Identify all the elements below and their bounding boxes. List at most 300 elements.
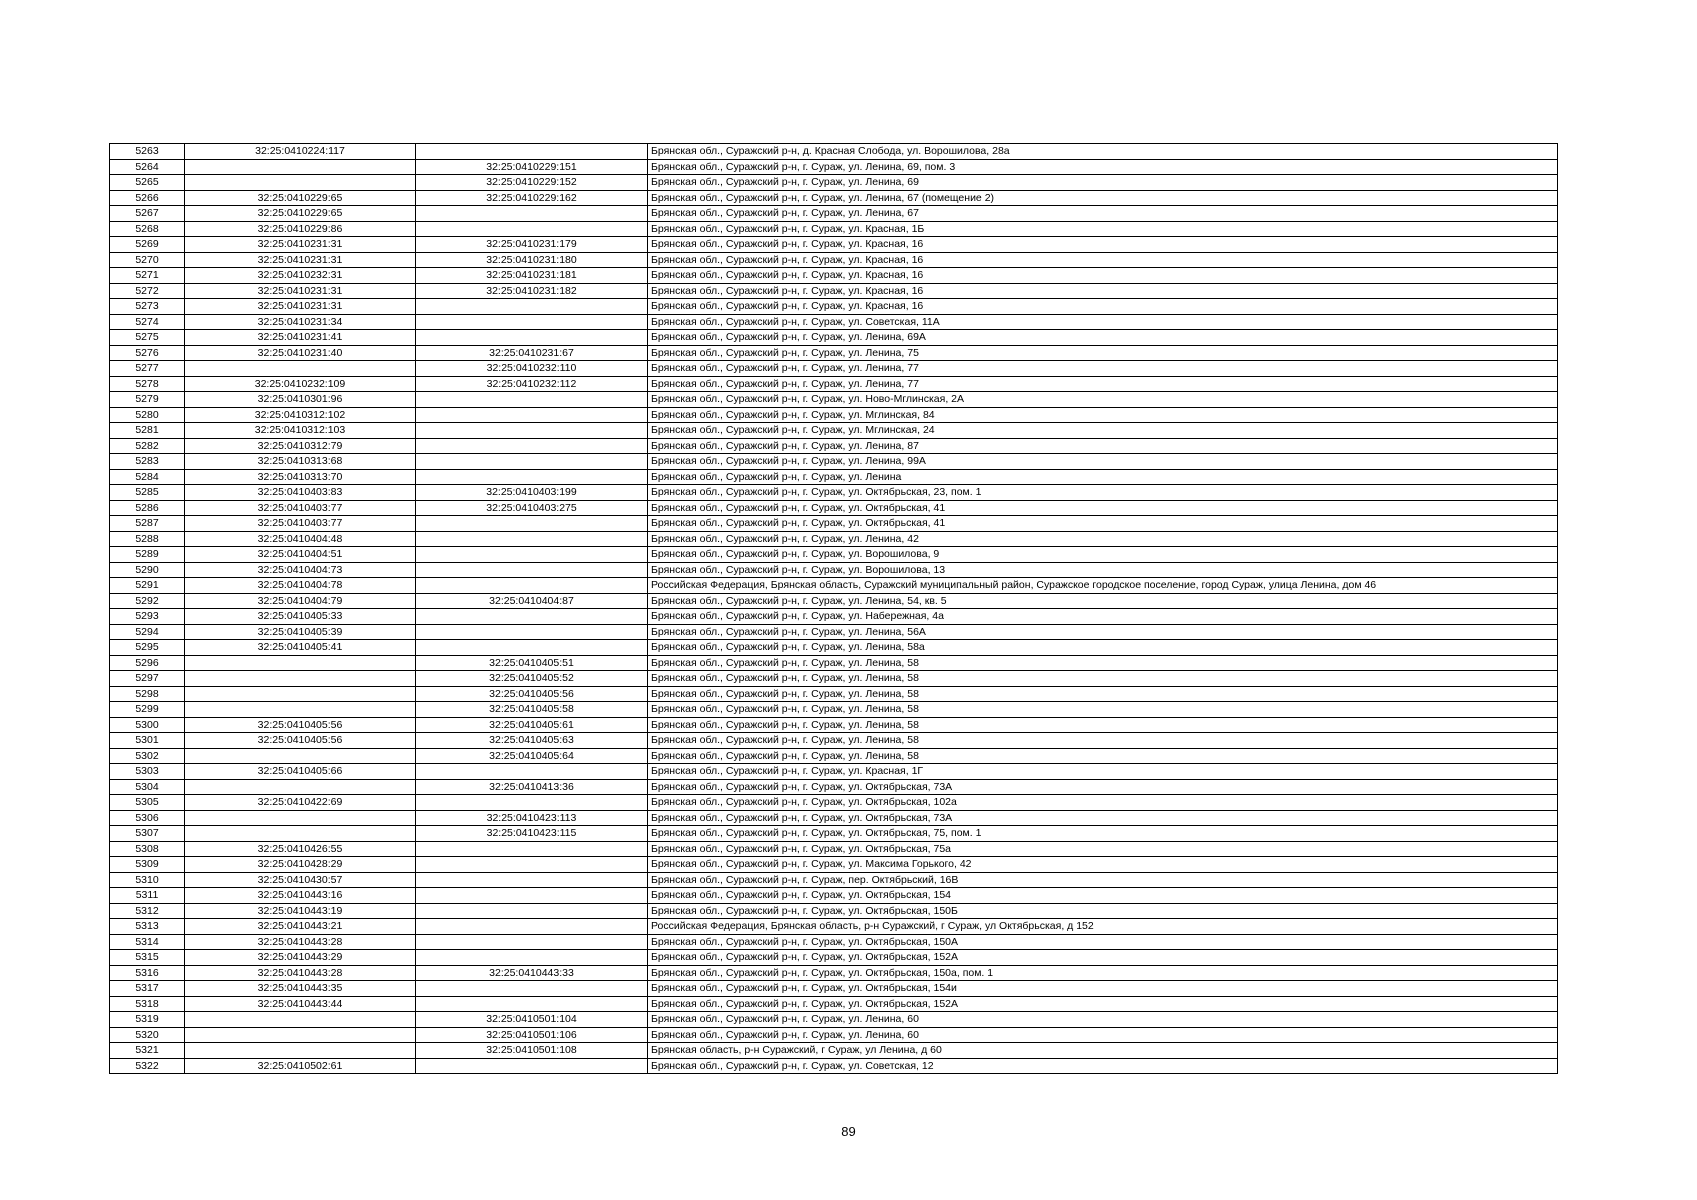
table-row [110,857,1558,873]
row-number-cell: 5274 [110,314,185,330]
row-number-cell: 5265 [110,175,185,191]
address-cell: Брянская обл., Суражский р-н, г. Сураж, ул. Ворошилова, 13 [648,562,1558,578]
address-cell: Брянская обл., Суражский р-н, г. Сураж, ул. Ленина, 58а [648,640,1558,656]
object-number-cell: 32:25:0410423:115 [416,826,648,842]
table-row [110,237,1558,253]
parcel-number-cell [185,686,416,702]
parcel-number-cell: 32:25:0410404:78 [185,578,416,594]
row-number-cell: 5269 [110,237,185,253]
table-row [110,764,1558,780]
object-number-cell [416,934,648,950]
address-cell: Брянская обл., Суражский р-н, г. Сураж, ул. Ленина, 69 [648,175,1558,191]
object-number-cell: 32:25:0410229:162 [416,190,648,206]
object-number-cell [416,624,648,640]
address-cell: Брянская обл., Суражский р-н, г. Сураж, ул. Красная, 1Г [648,764,1558,780]
address-cell: Брянская обл., Суражский р-н, г. Сураж, ул. Октябрьская, 73А [648,810,1558,826]
object-number-cell [416,206,648,222]
table-row [110,299,1558,315]
table-row [110,795,1558,811]
parcel-number-cell: 32:25:0410443:29 [185,950,416,966]
address-cell: Брянская обл., Суражский р-н, г. Сураж, ул. Ленина, 67 [648,206,1558,222]
row-number-cell: 5314 [110,934,185,950]
row-number-cell: 5267 [110,206,185,222]
parcel-number-cell: 32:25:0410231:31 [185,283,416,299]
object-number-cell [416,950,648,966]
address-cell: Брянская обл., Суражский р-н, г. Сураж, ул. Ленина, 67 (помещение 2) [648,190,1558,206]
parcel-number-cell: 32:25:0410405:66 [185,764,416,780]
address-cell: Брянская обл., Суражский р-н, г. Сураж, ул. Октябрьская, 152А [648,950,1558,966]
table-row [110,996,1558,1012]
row-number-cell: 5320 [110,1027,185,1043]
parcel-number-cell: 32:25:0410231:40 [185,345,416,361]
row-number-cell: 5263 [110,144,185,160]
address-cell: Брянская обл., Суражский р-н, г. Сураж, ул. Мглинская, 84 [648,407,1558,423]
object-number-cell: 32:25:0410501:104 [416,1012,648,1028]
object-number-cell [416,857,648,873]
object-number-cell [416,407,648,423]
row-number-cell: 5283 [110,454,185,470]
parcel-number-cell [185,1043,416,1059]
object-number-cell [416,469,648,485]
row-number-cell: 5272 [110,283,185,299]
address-cell: Брянская обл., Суражский р-н, г. Сураж, ул. Красная, 16 [648,283,1558,299]
parcel-number-cell: 32:25:0410443:28 [185,934,416,950]
address-cell: Брянская обл., Суражский р-н, г. Сураж, ул. Ленина, 69, пом. 3 [648,159,1558,175]
object-number-cell: 32:25:0410405:58 [416,702,648,718]
parcel-number-cell [185,175,416,191]
table-row [110,888,1558,904]
address-cell: Брянская обл., Суражский р-н, г. Сураж, ул. Ленина, 58 [648,717,1558,733]
address-cell: Брянская обл., Суражский р-н, г. Сураж, ул. Ленина, 58 [648,655,1558,671]
address-cell: Брянская область, р-н Суражский, г Сураж, ул Ленина, д 60 [648,1043,1558,1059]
parcel-number-cell [185,810,416,826]
object-number-cell [416,795,648,811]
table-body [110,144,1558,1074]
address-cell: Брянская обл., Суражский р-н, г. Сураж, ул. Октябрьская, 154 [648,888,1558,904]
address-cell: Брянская обл., Суражский р-н, г. Сураж, ул. Ленина, 56А [648,624,1558,640]
address-cell: Брянская обл., Суражский р-н, г. Сураж, ул. Ленина, 58 [648,671,1558,687]
table-row [110,159,1558,175]
parcel-number-cell: 32:25:0410232:31 [185,268,416,284]
row-number-cell: 5271 [110,268,185,284]
table-row [110,190,1558,206]
parcel-number-cell: 32:25:0410224:117 [185,144,416,160]
object-number-cell: 32:25:0410231:180 [416,252,648,268]
row-number-cell: 5287 [110,516,185,532]
parcel-number-cell [185,655,416,671]
object-number-cell: 32:25:0410231:182 [416,283,648,299]
row-number-cell: 5280 [110,407,185,423]
address-cell: Брянская обл., Суражский р-н, г. Сураж, ул. Ленина, 58 [648,748,1558,764]
table-row [110,841,1558,857]
object-number-cell: 32:25:0410231:179 [416,237,648,253]
table-row [110,655,1558,671]
parcel-number-cell: 32:25:0410443:28 [185,965,416,981]
parcel-number-cell: 32:25:0410231:41 [185,330,416,346]
parcel-number-cell: 32:25:0410404:51 [185,547,416,563]
parcel-number-cell [185,1012,416,1028]
address-cell: Брянская обл., Суражский р-н, г. Сураж, ул. Октябрьская, 73А [648,779,1558,795]
table-row [110,500,1558,516]
parcel-number-cell: 32:25:0410404:48 [185,531,416,547]
table-row [110,454,1558,470]
address-cell: Брянская обл., Суражский р-н, г. Сураж, ул. Октябрьская, 154и [648,981,1558,997]
parcel-number-cell [185,748,416,764]
address-cell: Российская Федерация, Брянская область, р-н Суражский, г Сураж, ул Октябрьская, д 152 [648,919,1558,935]
address-cell: Брянская обл., Суражский р-н, г. Сураж, ул. Октябрьская, 150а, пом. 1 [648,965,1558,981]
parcel-number-cell: 32:25:0410231:31 [185,299,416,315]
table-row [110,950,1558,966]
table-row [110,175,1558,191]
row-number-cell: 5288 [110,531,185,547]
row-number-cell: 5281 [110,423,185,439]
table-row [110,469,1558,485]
address-cell: Брянская обл., Суражский р-н, г. Сураж, ул. Красная, 16 [648,299,1558,315]
parcel-number-cell: 32:25:0410405:56 [185,733,416,749]
parcel-number-cell: 32:25:0410405:41 [185,640,416,656]
table-row [110,268,1558,284]
parcel-number-cell: 32:25:0410403:77 [185,500,416,516]
row-number-cell: 5282 [110,438,185,454]
row-number-cell: 5312 [110,903,185,919]
object-number-cell [416,609,648,625]
address-cell: Брянская обл., Суражский р-н, г. Сураж, ул. Октябрьская, 75а [648,841,1558,857]
address-cell: Брянская обл., Суражский р-н, г. Сураж, ул. Ленина, 58 [648,702,1558,718]
row-number-cell: 5306 [110,810,185,826]
address-cell: Брянская обл., Суражский р-н, г. Сураж, ул. Красная, 16 [648,268,1558,284]
address-cell: Брянская обл., Суражский р-н, г. Сураж, ул. Ворошилова, 9 [648,547,1558,563]
table-row [110,1043,1558,1059]
object-number-cell: 32:25:0410405:56 [416,686,648,702]
address-cell: Брянская обл., Суражский р-н, г. Сураж, ул. Ленина, 58 [648,733,1558,749]
object-number-cell [416,531,648,547]
object-number-cell: 32:25:0410403:199 [416,485,648,501]
row-number-cell: 5298 [110,686,185,702]
object-number-cell [416,996,648,1012]
parcel-number-cell: 32:25:0410301:96 [185,392,416,408]
table-row [110,1027,1558,1043]
object-number-cell [416,841,648,857]
table-row [110,330,1558,346]
object-number-cell [416,547,648,563]
parcel-number-cell [185,159,416,175]
address-cell: Брянская обл., Суражский р-н, г. Сураж, ул. Октябрьская, 150А [648,934,1558,950]
parcel-number-cell: 32:25:0410229:86 [185,221,416,237]
parcel-number-cell: 32:25:0410232:109 [185,376,416,392]
row-number-cell: 5273 [110,299,185,315]
address-cell: Брянская обл., Суражский р-н, г. Сураж, ул. Ленина, 60 [648,1012,1558,1028]
parcel-number-cell: 32:25:0410229:65 [185,190,416,206]
table-row [110,965,1558,981]
parcel-number-cell: 32:25:0410443:16 [185,888,416,904]
address-cell: Брянская обл., Суражский р-н, г. Сураж, ул. Ново-Мглинская, 2А [648,392,1558,408]
object-number-cell [416,764,648,780]
parcel-number-cell: 32:25:0410405:33 [185,609,416,625]
row-number-cell: 5264 [110,159,185,175]
parcel-number-cell [185,361,416,377]
row-number-cell: 5295 [110,640,185,656]
parcel-number-cell: 32:25:0410404:79 [185,593,416,609]
row-number-cell: 5300 [110,717,185,733]
address-cell: Брянская обл., Суражский р-н, г. Сураж, ул. Октябрьская, 41 [648,500,1558,516]
address-cell: Брянская обл., Суражский р-н, г. Сураж, ул. Советская, 11А [648,314,1558,330]
parcel-number-cell [185,1027,416,1043]
parcel-number-cell: 32:25:0410422:69 [185,795,416,811]
parcel-number-cell: 32:25:0410443:44 [185,996,416,1012]
object-number-cell [416,144,648,160]
row-number-cell: 5286 [110,500,185,516]
address-cell: Брянская обл., Суражский р-н, г. Сураж, ул. Ленина, 99А [648,454,1558,470]
table-row [110,531,1558,547]
table-row [110,144,1558,160]
address-cell: Брянская обл., Суражский р-н, г. Сураж, ул. Октябрьская, 23, пом. 1 [648,485,1558,501]
parcel-number-cell: 32:25:0410403:83 [185,485,416,501]
table-row [110,702,1558,718]
object-number-cell: 32:25:0410229:152 [416,175,648,191]
row-number-cell: 5305 [110,795,185,811]
table-row [110,252,1558,268]
object-number-cell: 32:25:0410443:33 [416,965,648,981]
object-number-cell: 32:25:0410405:63 [416,733,648,749]
object-number-cell: 32:25:0410229:151 [416,159,648,175]
row-number-cell: 5321 [110,1043,185,1059]
object-number-cell: 32:25:0410405:51 [416,655,648,671]
table-row [110,981,1558,997]
row-number-cell: 5315 [110,950,185,966]
row-number-cell: 5302 [110,748,185,764]
object-number-cell: 32:25:0410231:181 [416,268,648,284]
parcel-number-cell: 32:25:0410430:57 [185,872,416,888]
parcel-number-cell: 32:25:0410405:56 [185,717,416,733]
table-row [110,903,1558,919]
object-number-cell [416,330,648,346]
parcel-number-cell: 32:25:0410405:39 [185,624,416,640]
object-number-cell [416,903,648,919]
object-number-cell [416,314,648,330]
parcel-number-cell [185,702,416,718]
table-row [110,1058,1558,1074]
parcel-number-cell: 32:25:0410313:68 [185,454,416,470]
table-row [110,609,1558,625]
row-number-cell: 5307 [110,826,185,842]
row-number-cell: 5308 [110,841,185,857]
row-number-cell: 5289 [110,547,185,563]
object-number-cell [416,640,648,656]
address-cell: Брянская обл., Суражский р-н, г. Сураж, ул. Ленина, 77 [648,376,1558,392]
object-number-cell [416,981,648,997]
parcel-number-cell [185,779,416,795]
table-row [110,810,1558,826]
parcel-number-cell: 32:25:0410312:102 [185,407,416,423]
object-number-cell: 32:25:0410405:64 [416,748,648,764]
table-row [110,562,1558,578]
parcel-number-cell [185,826,416,842]
table-row [110,485,1558,501]
object-number-cell: 32:25:0410403:275 [416,500,648,516]
row-number-cell: 5291 [110,578,185,594]
address-cell: Брянская обл., Суражский р-н, г. Сураж, ул. Октябрьская, 150Б [648,903,1558,919]
table-row [110,206,1558,222]
object-number-cell: 32:25:0410404:87 [416,593,648,609]
address-cell: Брянская обл., Суражский р-н, г. Сураж, ул. Октябрьская, 152А [648,996,1558,1012]
table-row [110,624,1558,640]
object-number-cell [416,454,648,470]
row-number-cell: 5297 [110,671,185,687]
table-row [110,345,1558,361]
parcel-number-cell: 32:25:0410313:70 [185,469,416,485]
row-number-cell: 5290 [110,562,185,578]
row-number-cell: 5304 [110,779,185,795]
object-number-cell [416,888,648,904]
table-row [110,593,1558,609]
table-row [110,438,1558,454]
row-number-cell: 5270 [110,252,185,268]
row-number-cell: 5296 [110,655,185,671]
row-number-cell: 5294 [110,624,185,640]
object-number-cell [416,562,648,578]
parcel-number-cell: 32:25:0410443:19 [185,903,416,919]
parcel-number-cell: 32:25:0410443:21 [185,919,416,935]
table-row [110,516,1558,532]
table-row [110,717,1558,733]
table-row [110,872,1558,888]
address-cell: Брянская обл., Суражский р-н, г. Сураж, ул. Ленина, 87 [648,438,1558,454]
cadastral-table [109,143,1558,1074]
address-cell: Брянская обл., Суражский р-н, г. Сураж, ул. Октябрьская, 75, пом. 1 [648,826,1558,842]
row-number-cell: 5318 [110,996,185,1012]
row-number-cell: 5301 [110,733,185,749]
address-cell: Брянская обл., Суражский р-н, д. Красная Слобода, ул. Ворошилова, 28а [648,144,1558,160]
object-number-cell: 32:25:0410413:36 [416,779,648,795]
row-number-cell: 5275 [110,330,185,346]
object-number-cell [416,438,648,454]
parcel-number-cell: 32:25:0410404:73 [185,562,416,578]
object-number-cell [416,221,648,237]
address-cell: Брянская обл., Суражский р-н, г. Сураж, ул. Ленина, 54, кв. 5 [648,593,1558,609]
parcel-number-cell: 32:25:0410312:103 [185,423,416,439]
row-number-cell: 5311 [110,888,185,904]
table-row [110,578,1558,594]
table-row [110,640,1558,656]
table-row [110,1012,1558,1028]
table-row [110,361,1558,377]
address-cell: Брянская обл., Суражский р-н, г. Сураж, ул. Октябрьская, 41 [648,516,1558,532]
object-number-cell [416,299,648,315]
object-number-cell: 32:25:0410423:113 [416,810,648,826]
object-number-cell [416,919,648,935]
row-number-cell: 5293 [110,609,185,625]
row-number-cell: 5278 [110,376,185,392]
table-row [110,283,1558,299]
table-row [110,407,1558,423]
object-number-cell [416,872,648,888]
parcel-number-cell: 32:25:0410231:31 [185,237,416,253]
table-row [110,919,1558,935]
row-number-cell: 5319 [110,1012,185,1028]
row-number-cell: 5277 [110,361,185,377]
table-row [110,779,1558,795]
table-row [110,423,1558,439]
address-cell: Брянская обл., Суражский р-н, г. Сураж, ул. Октябрьская, 102а [648,795,1558,811]
address-cell: Брянская обл., Суражский р-н, г. Сураж, ул. Советская, 12 [648,1058,1558,1074]
table-row [110,934,1558,950]
row-number-cell: 5285 [110,485,185,501]
address-cell: Брянская обл., Суражский р-н, г. Сураж, ул. Ленина, 60 [648,1027,1558,1043]
parcel-number-cell: 32:25:0410229:65 [185,206,416,222]
row-number-cell: 5284 [110,469,185,485]
table-row [110,547,1558,563]
row-number-cell: 5316 [110,965,185,981]
address-cell: Брянская обл., Суражский р-н, г. Сураж, ул. Красная, 16 [648,237,1558,253]
object-number-cell [416,1058,648,1074]
object-number-cell [416,578,648,594]
table-row [110,392,1558,408]
row-number-cell: 5303 [110,764,185,780]
table-row [110,748,1558,764]
parcel-number-cell: 32:25:0410443:35 [185,981,416,997]
object-number-cell: 32:25:0410232:110 [416,361,648,377]
table-row [110,221,1558,237]
table-row [110,671,1558,687]
object-number-cell: 32:25:0410501:108 [416,1043,648,1059]
address-cell: Брянская обл., Суражский р-н, г. Сураж, ул. Мглинская, 24 [648,423,1558,439]
row-number-cell: 5266 [110,190,185,206]
parcel-number-cell: 32:25:0410403:77 [185,516,416,532]
page-number: 89 [841,1124,856,1139]
row-number-cell: 5299 [110,702,185,718]
object-number-cell: 32:25:0410501:106 [416,1027,648,1043]
address-cell: Брянская обл., Суражский р-н, г. Сураж, ул. Максима Горького, 42 [648,857,1558,873]
object-number-cell: 32:25:0410231:67 [416,345,648,361]
object-number-cell: 32:25:0410405:52 [416,671,648,687]
address-cell: Брянская обл., Суражский р-н, г. Сураж, ул. Ленина, 42 [648,531,1558,547]
table-row [110,376,1558,392]
parcel-number-cell [185,671,416,687]
table-row [110,686,1558,702]
table-row [110,733,1558,749]
table-row [110,314,1558,330]
row-number-cell: 5292 [110,593,185,609]
row-number-cell: 5279 [110,392,185,408]
object-number-cell [416,423,648,439]
parcel-number-cell: 32:25:0410231:34 [185,314,416,330]
parcel-number-cell: 32:25:0410428:29 [185,857,416,873]
row-number-cell: 5268 [110,221,185,237]
object-number-cell: 32:25:0410405:61 [416,717,648,733]
address-cell: Брянская обл., Суражский р-н, г. Сураж, ул. Красная, 1Б [648,221,1558,237]
row-number-cell: 5322 [110,1058,185,1074]
object-number-cell: 32:25:0410232:112 [416,376,648,392]
address-cell: Брянская обл., Суражский р-н, г. Сураж, ул. Ленина, 77 [648,361,1558,377]
object-number-cell [416,392,648,408]
row-number-cell: 5313 [110,919,185,935]
parcel-number-cell: 32:25:0410426:55 [185,841,416,857]
object-number-cell [416,516,648,532]
address-cell: Брянская обл., Суражский р-н, г. Сураж, ул. Ленина, 75 [648,345,1558,361]
address-cell: Брянская обл., Суражский р-н, г. Сураж, ул. Ленина, 69А [648,330,1558,346]
row-number-cell: 5276 [110,345,185,361]
parcel-number-cell: 32:25:0410231:31 [185,252,416,268]
address-cell: Российская Федерация, Брянская область, Суражский муниципальный район, Суражское городское поселение, город Сураж, улица Ленина, дом 46 [648,578,1558,594]
address-cell: Брянская обл., Суражский р-н, г. Сураж, ул. Красная, 16 [648,252,1558,268]
table-row [110,826,1558,842]
row-number-cell: 5309 [110,857,185,873]
row-number-cell: 5310 [110,872,185,888]
row-number-cell: 5317 [110,981,185,997]
parcel-number-cell: 32:25:0410502:61 [185,1058,416,1074]
address-cell: Брянская обл., Суражский р-н, г. Сураж, ул. Ленина, 58 [648,686,1558,702]
address-cell: Брянская обл., Суражский р-н, г. Сураж, пер. Октябрьский, 16В [648,872,1558,888]
